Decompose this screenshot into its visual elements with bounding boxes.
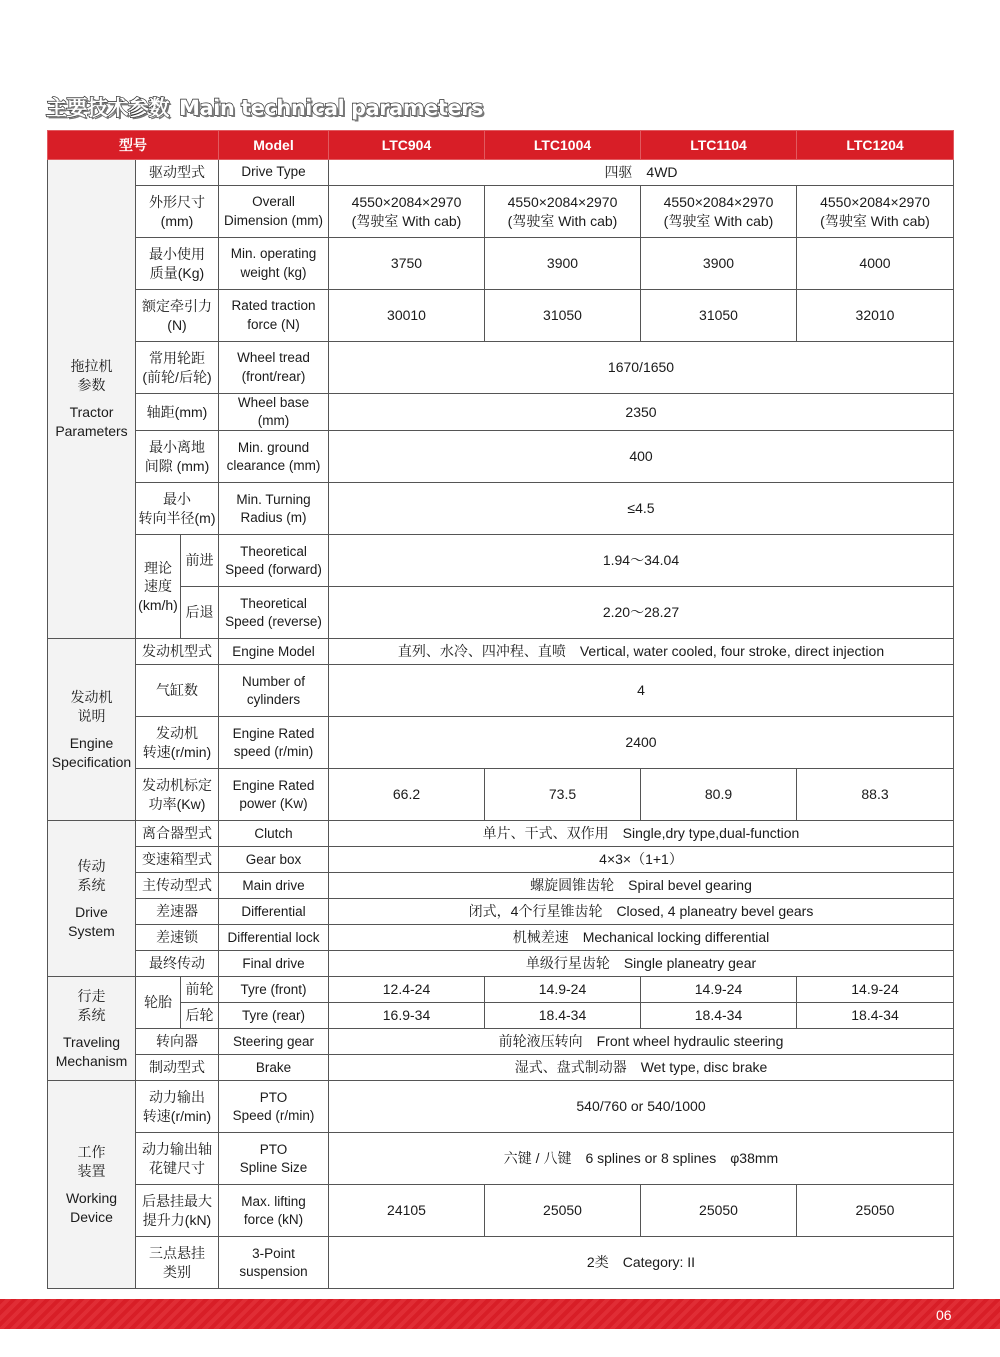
label-turning-cn: 最小 转向半径(m) (136, 483, 219, 535)
label-rated-power-en: Engine Rated power (Kw) (219, 769, 329, 821)
value-turning: ≤4.5 (329, 483, 954, 535)
group-engine (48, 639, 136, 821)
value-tyre-front-ltc1004: 14.9-24 (485, 977, 641, 1003)
group-travel-cn: 行走 系统 (77, 988, 106, 1024)
label-final-drive-en: Final drive (219, 951, 329, 977)
label-traction-cn: 额定牵引力 (N) (136, 290, 219, 342)
row-wheelbase (48, 394, 954, 431)
label-turning-en: Min. Turning Radius (m) (219, 483, 329, 535)
group-travel-en: Traveling Mechanism (55, 1033, 128, 1069)
label-cylinders-en: Number of cylinders (219, 665, 329, 717)
label-tyre-front-en: Tyre (front) (219, 977, 329, 1003)
row-main-drive (48, 873, 954, 899)
value-pto-spline: 六键 / 八键 6 splines or 8 splines φ38mm (329, 1133, 954, 1185)
label-drive-type-en: Drive Type (219, 160, 329, 186)
group-engine-cn: 发动机 说明 (70, 689, 113, 725)
label-weight-cn: 最小使用 质量(Kg) (136, 238, 219, 290)
row-dimension (48, 186, 954, 238)
label-tyre-rear-cn: 后轮 (181, 1003, 219, 1029)
label-brake-en: Brake (219, 1055, 329, 1081)
row-weight (48, 238, 954, 290)
row-tyre-front (48, 977, 954, 1003)
group-drive-en: Drive System (68, 903, 115, 939)
value-tyre-rear-ltc904: 16.9-34 (329, 1003, 485, 1029)
row-speed-reverse (48, 587, 954, 639)
value-rated-power-ltc1104: 80.9 (641, 769, 797, 821)
value-rated-speed: 2400 (329, 717, 954, 769)
label-clutch-cn: 离合器型式 (136, 821, 219, 847)
group-tractor-en: Tractor Parameters (55, 404, 128, 440)
label-cylinders-cn: 气缸数 (136, 665, 219, 717)
label-gearbox-en: Gear box (219, 847, 329, 873)
label-steering-en: Steering gear (219, 1029, 329, 1055)
label-final-drive-cn: 最终传动 (136, 951, 219, 977)
header-ltc1104: LTC1104 (641, 131, 797, 160)
label-suspension-en: 3-Point suspension (219, 1237, 329, 1289)
value-lifting-ltc904: 24105 (329, 1185, 485, 1237)
label-pto-speed-en: PTO Speed (r/min) (219, 1081, 329, 1133)
row-clearance (48, 431, 954, 483)
value-tyre-rear-ltc1204: 18.4-34 (797, 1003, 954, 1029)
header-model-en: Model (219, 131, 329, 160)
row-cylinders (48, 665, 954, 717)
value-tyre-front-ltc1204: 14.9-24 (797, 977, 954, 1003)
row-suspension (48, 1237, 954, 1289)
value-wheelbase: 2350 (329, 394, 954, 431)
group-work-en: Working Device (65, 1189, 118, 1225)
group-drive (48, 821, 136, 977)
label-rated-speed-en: Engine Rated speed (r/min) (219, 717, 329, 769)
row-brake (48, 1055, 954, 1081)
group-engine-en: Engine Specification (51, 734, 132, 770)
label-clearance-cn: 最小离地 间隙 (mm) (136, 431, 219, 483)
value-engine-model: 直列、水冷、四冲程、直喷 Vertical, water cooled, four stroke, direct injection (329, 639, 954, 665)
value-speed-forward: 1.94～34.04 (329, 535, 954, 587)
group-drive-cn: 传动 系统 (77, 858, 106, 894)
label-dimension-en: Overall Dimension (mm) (219, 186, 329, 238)
label-rated-power-cn: 发动机标定 功率(Kw) (136, 769, 219, 821)
label-wheelbase-en: Wheel base (mm) (219, 394, 329, 431)
value-dimension-ltc1004: 4550×2084×2970 (驾驶室 With cab) (485, 186, 641, 238)
label-tread-en: Wheel tread (front/rear) (219, 342, 329, 394)
value-rated-power-ltc904: 66.2 (329, 769, 485, 821)
page-number: 06 (936, 1307, 952, 1323)
label-speed-forward-cn: 前进 (181, 535, 219, 587)
label-suspension-cn: 三点悬挂 类别 (136, 1237, 219, 1289)
label-pto-spline-cn: 动力输出轴 花键尺寸 (136, 1133, 219, 1185)
row-speed-forward (48, 535, 954, 587)
value-lifting-ltc1204: 25050 (797, 1185, 954, 1237)
value-weight-ltc904: 3750 (329, 238, 485, 290)
value-tyre-front-ltc904: 12.4-24 (329, 977, 485, 1003)
label-weight-en: Min. operating weight (kg) (219, 238, 329, 290)
row-rated-power (48, 769, 954, 821)
row-engine-model (48, 639, 954, 665)
row-tyre-rear (48, 1003, 954, 1029)
label-brake-cn: 制动型式 (136, 1055, 219, 1081)
row-drive-type (48, 160, 954, 186)
value-lifting-ltc1004: 25050 (485, 1185, 641, 1237)
value-steering: 前轮液压转向 Front wheel hydraulic steering (329, 1029, 954, 1055)
value-final-drive: 单级行星齿轮 Single planeatry gear (329, 951, 954, 977)
label-tyre-rear-en: Tyre (rear) (219, 1003, 329, 1029)
value-cylinders: 4 (329, 665, 954, 717)
value-weight-ltc1104: 3900 (641, 238, 797, 290)
value-traction-ltc1004: 31050 (485, 290, 641, 342)
label-gearbox-cn: 变速箱型式 (136, 847, 219, 873)
label-rated-speed-cn: 发动机 转速(r/min) (136, 717, 219, 769)
row-turning (48, 483, 954, 535)
value-tyre-front-ltc1104: 14.9-24 (641, 977, 797, 1003)
value-dimension-ltc1104: 4550×2084×2970 (驾驶室 With cab) (641, 186, 797, 238)
value-traction-ltc1104: 31050 (641, 290, 797, 342)
label-diff-lock-cn: 差速锁 (136, 925, 219, 951)
label-wheelbase-cn: 轴距(mm) (136, 394, 219, 431)
label-speed-forward-en: Theoretical Speed (forward) (219, 535, 329, 587)
header-ltc1004: LTC1004 (485, 131, 641, 160)
label-speed-reverse-en: Theoretical Speed (reverse) (219, 587, 329, 639)
row-final-drive (48, 951, 954, 977)
value-suspension: 2类 Category: II (329, 1237, 954, 1289)
label-lifting-cn: 后悬挂最大 提升力(kN) (136, 1185, 219, 1237)
value-gearbox: 4×3×（1+1） (329, 847, 954, 873)
spec-table (47, 130, 954, 1289)
label-pto-speed-cn: 动力输出 转速(r/min) (136, 1081, 219, 1133)
label-tyre-cn: 轮胎 (136, 977, 181, 1029)
header-model-cn: 型号 (48, 131, 219, 160)
row-lifting (48, 1185, 954, 1237)
group-work-cn: 工作 装置 (77, 1144, 106, 1180)
value-diff-lock: 机械差速 Mechanical locking differential (329, 925, 954, 951)
header-row (48, 131, 954, 160)
group-travel (48, 977, 136, 1081)
label-clearance-en: Min. ground clearance (mm) (219, 431, 329, 483)
value-tyre-rear-ltc1104: 18.4-34 (641, 1003, 797, 1029)
label-speed-reverse-cn: 后退 (181, 587, 219, 639)
label-engine-model-en: Engine Model (219, 639, 329, 665)
value-tyre-rear-ltc1004: 18.4-34 (485, 1003, 641, 1029)
label-pto-spline-en: PTO Spline Size (219, 1133, 329, 1185)
row-gearbox (48, 847, 954, 873)
label-lifting-en: Max. lifting force (kN) (219, 1185, 329, 1237)
value-clutch: 单片、干式、双作用 Single,dry type,dual-function (329, 821, 954, 847)
label-tyre-front-cn: 前轮 (181, 977, 219, 1003)
label-speed-cn: 理论 速度 (km/h) (136, 535, 181, 639)
value-rated-power-ltc1004: 73.5 (485, 769, 641, 821)
value-traction-ltc904: 30010 (329, 290, 485, 342)
label-main-drive-cn: 主传动型式 (136, 873, 219, 899)
label-tread-cn: 常用轮距 (前轮/后轮) (136, 342, 219, 394)
row-differential (48, 899, 954, 925)
row-clutch (48, 821, 954, 847)
row-rated-speed (48, 717, 954, 769)
label-differential-cn: 差速器 (136, 899, 219, 925)
value-main-drive: 螺旋圆锥齿轮 Spiral bevel gearing (329, 873, 954, 899)
row-diff-lock (48, 925, 954, 951)
value-dimension-ltc904: 4550×2084×2970 (驾驶室 With cab) (329, 186, 485, 238)
group-tractor (48, 160, 136, 639)
value-weight-ltc1204: 4000 (797, 238, 954, 290)
value-brake: 湿式、盘式制动器 Wet type, disc brake (329, 1055, 954, 1081)
label-clutch-en: Clutch (219, 821, 329, 847)
group-tractor-cn: 拖拉机 参数 (70, 358, 113, 394)
page-title (46, 92, 483, 122)
value-tread: 1670/1650 (329, 342, 954, 394)
label-main-drive-en: Main drive (219, 873, 329, 899)
row-pto-spline (48, 1133, 954, 1185)
title-cn: 主要技术参数 (46, 96, 169, 120)
row-traction (48, 290, 954, 342)
label-diff-lock-en: Differential lock (219, 925, 329, 951)
group-work (48, 1081, 136, 1289)
value-differential: 闭式，4个行星锥齿轮 Closed, 4 planeatry bevel gears (329, 899, 954, 925)
label-dimension-cn: 外形尺寸 (mm) (136, 186, 219, 238)
title-en: Main technical parameters (179, 96, 483, 120)
label-steering-cn: 转向器 (136, 1029, 219, 1055)
footer-band (0, 1299, 1000, 1329)
value-pto-speed: 540/760 or 540/1000 (329, 1081, 954, 1133)
value-weight-ltc1004: 3900 (485, 238, 641, 290)
value-drive-type: 四驱 4WD (329, 160, 954, 186)
header-ltc1204: LTC1204 (797, 131, 954, 160)
row-pto-speed (48, 1081, 954, 1133)
label-engine-model-cn: 发动机型式 (136, 639, 219, 665)
label-differential-en: Differential (219, 899, 329, 925)
value-traction-ltc1204: 32010 (797, 290, 954, 342)
value-rated-power-ltc1204: 88.3 (797, 769, 954, 821)
label-traction-en: Rated traction force (N) (219, 290, 329, 342)
header-ltc904: LTC904 (329, 131, 485, 160)
value-clearance: 400 (329, 431, 954, 483)
value-speed-reverse: 2.20～28.27 (329, 587, 954, 639)
row-steering (48, 1029, 954, 1055)
row-tread (48, 342, 954, 394)
label-drive-type-cn: 驱动型式 (136, 160, 219, 186)
value-dimension-ltc1204: 4550×2084×2970 (驾驶室 With cab) (797, 186, 954, 238)
value-lifting-ltc1104: 25050 (641, 1185, 797, 1237)
